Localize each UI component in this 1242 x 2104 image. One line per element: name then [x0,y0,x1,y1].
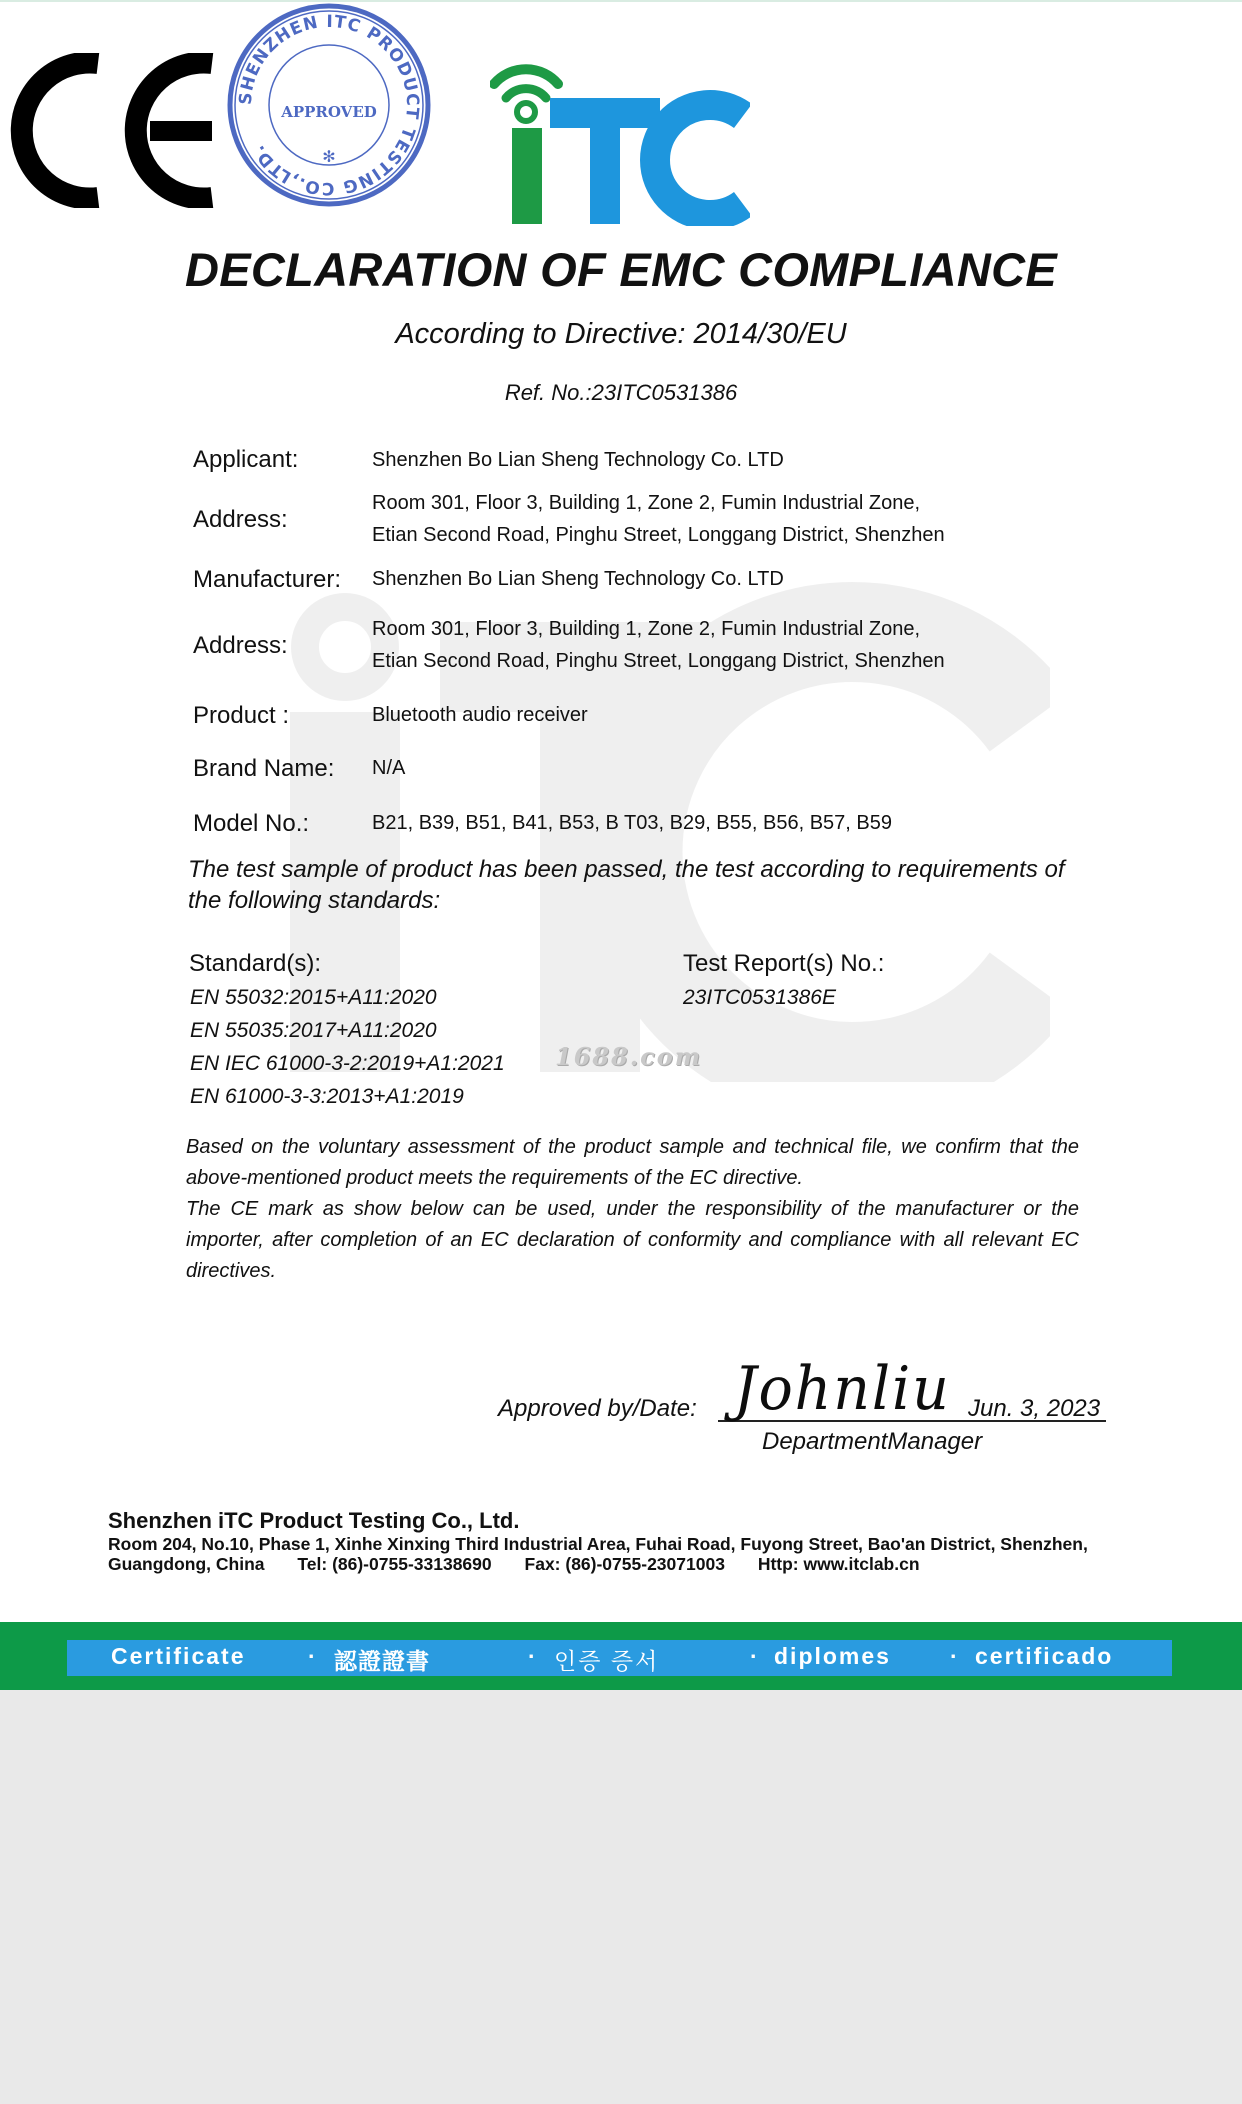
approved-by-label: Approved by/Date: [498,1395,697,1422]
applicant-label: Applicant: [193,446,299,473]
applicant-address-line2: Etian Second Road, Pinghu Street, Longgang District, Shenzhen [372,524,945,546]
standard-item: EN 61000-3-3:2013+A1:2019 [190,1085,464,1108]
applicant-address-label: Address: [193,506,288,533]
lab-tel: Tel: (86)-0755-33138690 [297,1554,492,1574]
standard-item: EN 55035:2017+A11:2020 [190,1019,437,1042]
site-watermark: 1688.com [555,1042,703,1071]
itc-logo [490,54,750,226]
test-statement: The test sample of product has been passed, the test according to requirements of the following standards: [188,856,1065,914]
assessment-paragraph-1: Based on the voluntary assessment of the product sample and technical file, we confirm that the above-mentioned product meets the requirements of the EC directive. [186,1136,1079,1189]
applicant-value: Shenzhen Bo Lian Sheng Technology Co. LTD [372,449,784,471]
band-separator: · [528,1643,536,1669]
band-separator: · [308,1643,316,1669]
band-item-certificate: Certificate [111,1643,246,1669]
lab-fax: Fax: (86)-0755-23071003 [524,1554,725,1574]
directive-subtitle: According to Directive: 2014/30/EU [395,318,847,350]
band-item-korean: 인증 증서 [554,1648,660,1674]
test-report-heading: Test Report(s) No.: [683,950,885,977]
band-item-certificado: certificado [975,1643,1114,1669]
standard-item: EN IEC 61000-3-2:2019+A1:2021 [190,1052,505,1075]
lab-city: Guangdong, China [108,1554,265,1574]
manufacturer-value: Shenzhen Bo Lian Sheng Technology Co. LTD [372,568,784,590]
lab-contact-line [108,1554,1188,1574]
approver-role: DepartmentManager [762,1428,983,1455]
svg-text:✻: ✻ [322,147,337,166]
manufacturer-label: Manufacturer: [193,566,342,593]
applicant-address-line1: Room 301, Floor 3, Building 1, Zone 2, Fumin Industrial Zone, [372,492,921,514]
product-value: Bluetooth audio receiver [372,704,588,726]
lab-company-name: Shenzhen iTC Product Testing Co., Ltd. [108,1508,520,1533]
assessment-paragraph-2: The CE mark as show below can be used, under the responsibility of the manufacturer or the importer, after completion of an EC declaration of conformity and compliance with all relevant EC directives. [186,1198,1079,1282]
lab-address-line: Room 204, No.10, Phase 1, Xinhe Xinxing Third Industrial Area, Fuhai Road, Fuyong Street, Bao'an District, Shenzhen, [108,1534,1088,1554]
approval-stamp [226,2,432,208]
band-item-diplomes: diplomes [774,1643,891,1669]
reference-number: Ref. No.:23ITC0531386 [504,380,738,405]
manufacturer-address-line2: Etian Second Road, Pinghu Street, Longgang District, Shenzhen [372,650,945,672]
signature: Johnliu [733,1354,951,1424]
manufacturer-address-label: Address: [193,632,288,659]
model-label: Model No.: [193,810,310,837]
lab-website: Http: www.itclab.cn [757,1554,920,1574]
band-separator: · [950,1643,958,1669]
svg-text:APPROVED: APPROVED [281,103,378,121]
page-title: DECLARATION OF EMC COMPLIANCE [184,243,1058,296]
band-separator: · [750,1643,758,1669]
test-report-number: 23ITC0531386E [683,986,836,1009]
brand-value: N/A [372,757,406,779]
product-label: Product : [193,702,290,729]
standards-heading: Standard(s): [189,950,322,977]
ce-mark-icon [0,53,222,208]
svg-text:SHENZHEN ITC PRODUCT TESTING C: SHENZHEN ITC PRODUCT TESTING CO.,LTD. [236,11,423,199]
manufacturer-address-line1: Room 301, Floor 3, Building 1, Zone 2, Fumin Industrial Zone, [372,618,921,640]
assessment-text [186,1132,1079,1287]
lab-company-address [108,1534,1188,1574]
standard-item: EN 55032:2015+A11:2020 [190,986,437,1009]
band-item-chinese: 認證證書 [334,1648,430,1674]
brand-label: Brand Name: [193,755,335,782]
model-value: B21, B39, B51, B41, B53, B T03, B29, B55, B56, B57, B59 [372,812,892,834]
approval-date: Jun. 3, 2023 [968,1395,1101,1422]
